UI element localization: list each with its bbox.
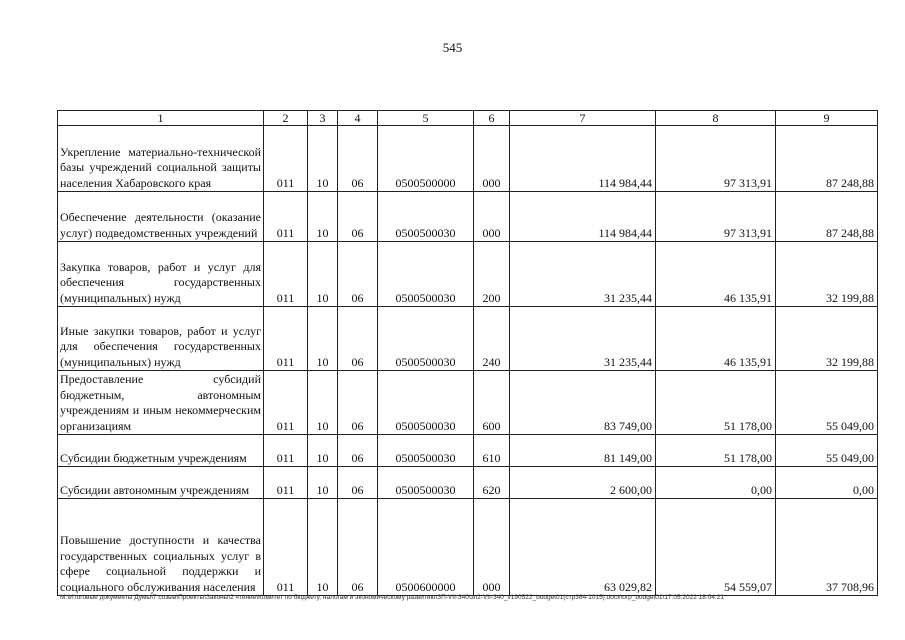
cell-section: 10 [308,371,338,435]
cell-ministry-code: 011 [264,307,308,371]
cell-target-article: 0500500030 [378,435,474,467]
cell-target-article: 0500500030 [378,307,474,371]
cell-target-article: 0500500030 [378,467,474,499]
cell-subsection: 06 [338,499,378,596]
cell-expense-type: 000 [474,126,510,192]
cell-subsection: 06 [338,371,378,435]
column-header: 9 [776,111,878,126]
cell-amount-col8: 51 178,00 [656,371,776,435]
cell-expense-type: 000 [474,192,510,242]
cell-subsection: 06 [338,307,378,371]
cell-amount-col7: 2 600,00 [510,467,656,499]
cell-amount-col8: 46 135,91 [656,307,776,371]
cell-amount-col9: 87 248,88 [776,126,878,192]
cell-subsection: 06 [338,192,378,242]
cell-ministry-code: 011 [264,126,308,192]
column-header: 6 [474,111,510,126]
row-name: Укрепление материально-технической базы учреждений социальной защиты населения Хабаровского края [58,126,264,192]
cell-subsection: 06 [338,467,378,499]
cell-amount-col7: 114 984,44 [510,192,656,242]
cell-subsection: 06 [338,242,378,307]
column-header: 4 [338,111,378,126]
cell-amount-col7: 83 749,00 [510,371,656,435]
cell-amount-col8: 0,00 [656,467,776,499]
document-path-footer: M:\Итоговые документы Думы\7 созыв\Проекты\Законы\2 чтение\Комитет по бюджету, налогам и экономическому развитию\ЗП-VII-340\зп2-VII-340_v190522_budget01(стр384-1015).docx\огр_budget01\17.05.2022 18:04:21 [60,594,724,601]
cell-subsection: 06 [338,126,378,192]
cell-expense-type: 240 [474,307,510,371]
cell-amount-col9: 55 049,00 [776,371,878,435]
cell-target-article: 0500500030 [378,242,474,307]
table-row [58,307,878,371]
cell-ministry-code: 011 [264,371,308,435]
cell-target-article: 0500500030 [378,371,474,435]
cell-ministry-code: 011 [264,192,308,242]
cell-amount-col7: 81 149,00 [510,435,656,467]
cell-ministry-code: 011 [264,435,308,467]
table-row [58,192,878,242]
cell-section: 10 [308,307,338,371]
table-header-row [58,111,878,126]
row-name: Предоставление субсидий бюджетным, автономным учреждениям и иным некоммерческим организациям [58,371,264,435]
cell-amount-col9: 32 199,88 [776,242,878,307]
cell-amount-col8: 97 313,91 [656,126,776,192]
cell-section: 10 [308,499,338,596]
cell-target-article: 0500500000 [378,126,474,192]
cell-amount-col8: 46 135,91 [656,242,776,307]
cell-amount-col8: 97 313,91 [656,192,776,242]
cell-expense-type: 610 [474,435,510,467]
cell-section: 10 [308,467,338,499]
cell-amount-col9: 32 199,88 [776,307,878,371]
row-name: Субсидии автономным учреждениям [58,467,264,499]
table-row [58,126,878,192]
column-header: 1 [58,111,264,126]
cell-ministry-code: 011 [264,242,308,307]
cell-target-article: 0500600000 [378,499,474,596]
cell-amount-col7: 114 984,44 [510,126,656,192]
cell-amount-col8: 51 178,00 [656,435,776,467]
column-header: 2 [264,111,308,126]
row-name: Субсидии бюджетным учреждениям [58,435,264,467]
table-row [58,499,878,596]
column-header: 5 [378,111,474,126]
cell-target-article: 0500500030 [378,192,474,242]
cell-amount-col9: 0,00 [776,467,878,499]
cell-expense-type: 000 [474,499,510,596]
cell-subsection: 06 [338,435,378,467]
cell-ministry-code: 011 [264,499,308,596]
cell-ministry-code: 011 [264,467,308,499]
column-header: 8 [656,111,776,126]
table-row [58,467,878,499]
column-header: 7 [510,111,656,126]
cell-expense-type: 620 [474,467,510,499]
cell-amount-col7: 31 235,44 [510,242,656,307]
cell-amount-col9: 55 049,00 [776,435,878,467]
row-name: Закупка товаров, работ и услуг для обеспечения государственных (муниципальных) нужд [58,242,264,307]
cell-amount-col7: 31 235,44 [510,307,656,371]
cell-section: 10 [308,126,338,192]
cell-amount-col7: 63 029,82 [510,499,656,596]
table-row [58,371,878,435]
cell-amount-col8: 54 559,07 [656,499,776,596]
cell-section: 10 [308,192,338,242]
budget-table [57,110,878,596]
column-header: 3 [308,111,338,126]
table-row [58,435,878,467]
page-number: 545 [442,40,463,55]
cell-amount-col9: 87 248,88 [776,192,878,242]
cell-amount-col9: 37 708,96 [776,499,878,596]
row-name: Иные закупки товаров, работ и услуг для обеспечения государственных (муниципальных) нужд [58,307,264,371]
cell-expense-type: 600 [474,371,510,435]
cell-section: 10 [308,435,338,467]
table-row [58,242,878,307]
row-name: Обеспечение деятельности (оказание услуг) подведомственных учреждений [58,192,264,242]
row-name: Повышение доступности и качества государственных социальных услуг в сфере социальной поддержки и социального обслуживания населения [58,499,264,596]
cell-expense-type: 200 [474,242,510,307]
cell-section: 10 [308,242,338,307]
